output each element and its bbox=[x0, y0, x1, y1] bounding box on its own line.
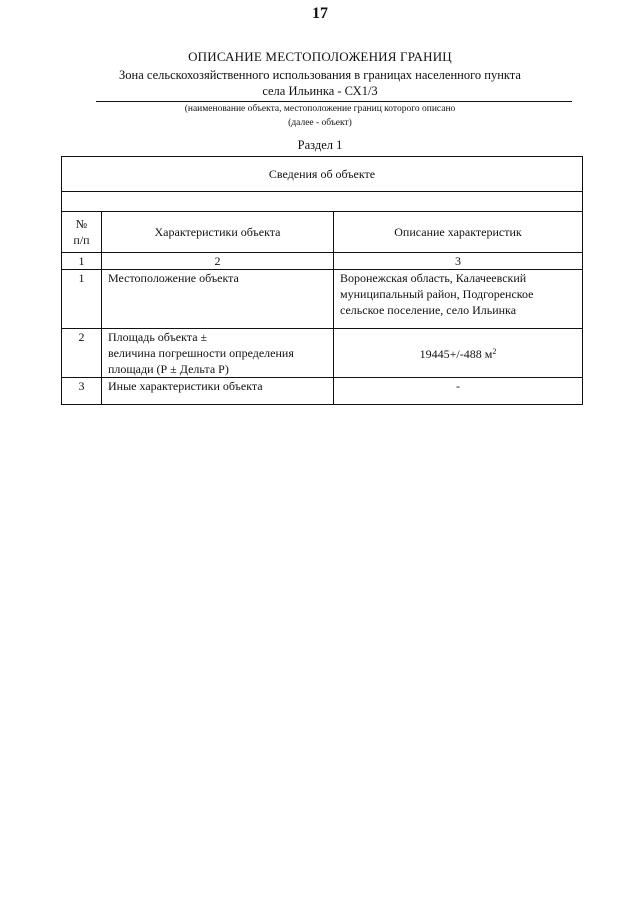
col-num-header: № п/п bbox=[62, 212, 102, 253]
table-title: Сведения об объекте bbox=[62, 157, 583, 192]
column-number: 1 bbox=[62, 253, 102, 270]
document-title: ОПИСАНИЕ МЕСТОПОЛОЖЕНИЯ ГРАНИЦ bbox=[188, 49, 452, 64]
table-row bbox=[62, 378, 583, 405]
row-characteristic: Площадь объекта ± величина погрешности определения площади (Р ± Дельта Р) bbox=[102, 329, 334, 378]
section-title: Раздел 1 bbox=[297, 138, 343, 152]
column-number: 2 bbox=[102, 253, 334, 270]
column-number: 3 bbox=[334, 253, 583, 270]
title-underline bbox=[96, 101, 572, 102]
row-description: Воронежская область, Калачеевский муниципальный район, Подгоренское сельское поселение, село Ильинка bbox=[334, 270, 583, 329]
zone-name-line1: Зона сельскохозяйственного использования в границах населенного пункта bbox=[119, 68, 521, 82]
area-value: 19445+/-488 м bbox=[419, 347, 493, 361]
row-description: - bbox=[334, 378, 583, 405]
row-number: 2 bbox=[62, 329, 102, 378]
page-number: 17 bbox=[312, 5, 328, 22]
row-characteristic: Иные характеристики объекта bbox=[102, 378, 334, 405]
caption-line2: (далее - объект) bbox=[288, 118, 352, 128]
column-number-row bbox=[62, 253, 583, 270]
area-unit-superscript: 2 bbox=[492, 347, 497, 356]
table-blank-row bbox=[62, 192, 583, 212]
caption-line1: (наименование объекта, местоположение границ которого описано bbox=[184, 104, 456, 114]
table-header-row bbox=[62, 212, 583, 253]
col-description-header: Описание характеристик bbox=[334, 212, 583, 253]
row-characteristic: Местоположение объекта bbox=[102, 270, 334, 329]
table-row bbox=[62, 270, 583, 329]
row-number: 1 bbox=[62, 270, 102, 329]
table-row bbox=[62, 329, 583, 378]
col-characteristic-header: Характеристики объекта bbox=[102, 212, 334, 253]
row-number: 3 bbox=[62, 378, 102, 405]
row-description bbox=[334, 329, 583, 378]
zone-name-line2: села Ильинка - СХ1/3 bbox=[262, 84, 378, 98]
object-info-table bbox=[61, 156, 583, 405]
